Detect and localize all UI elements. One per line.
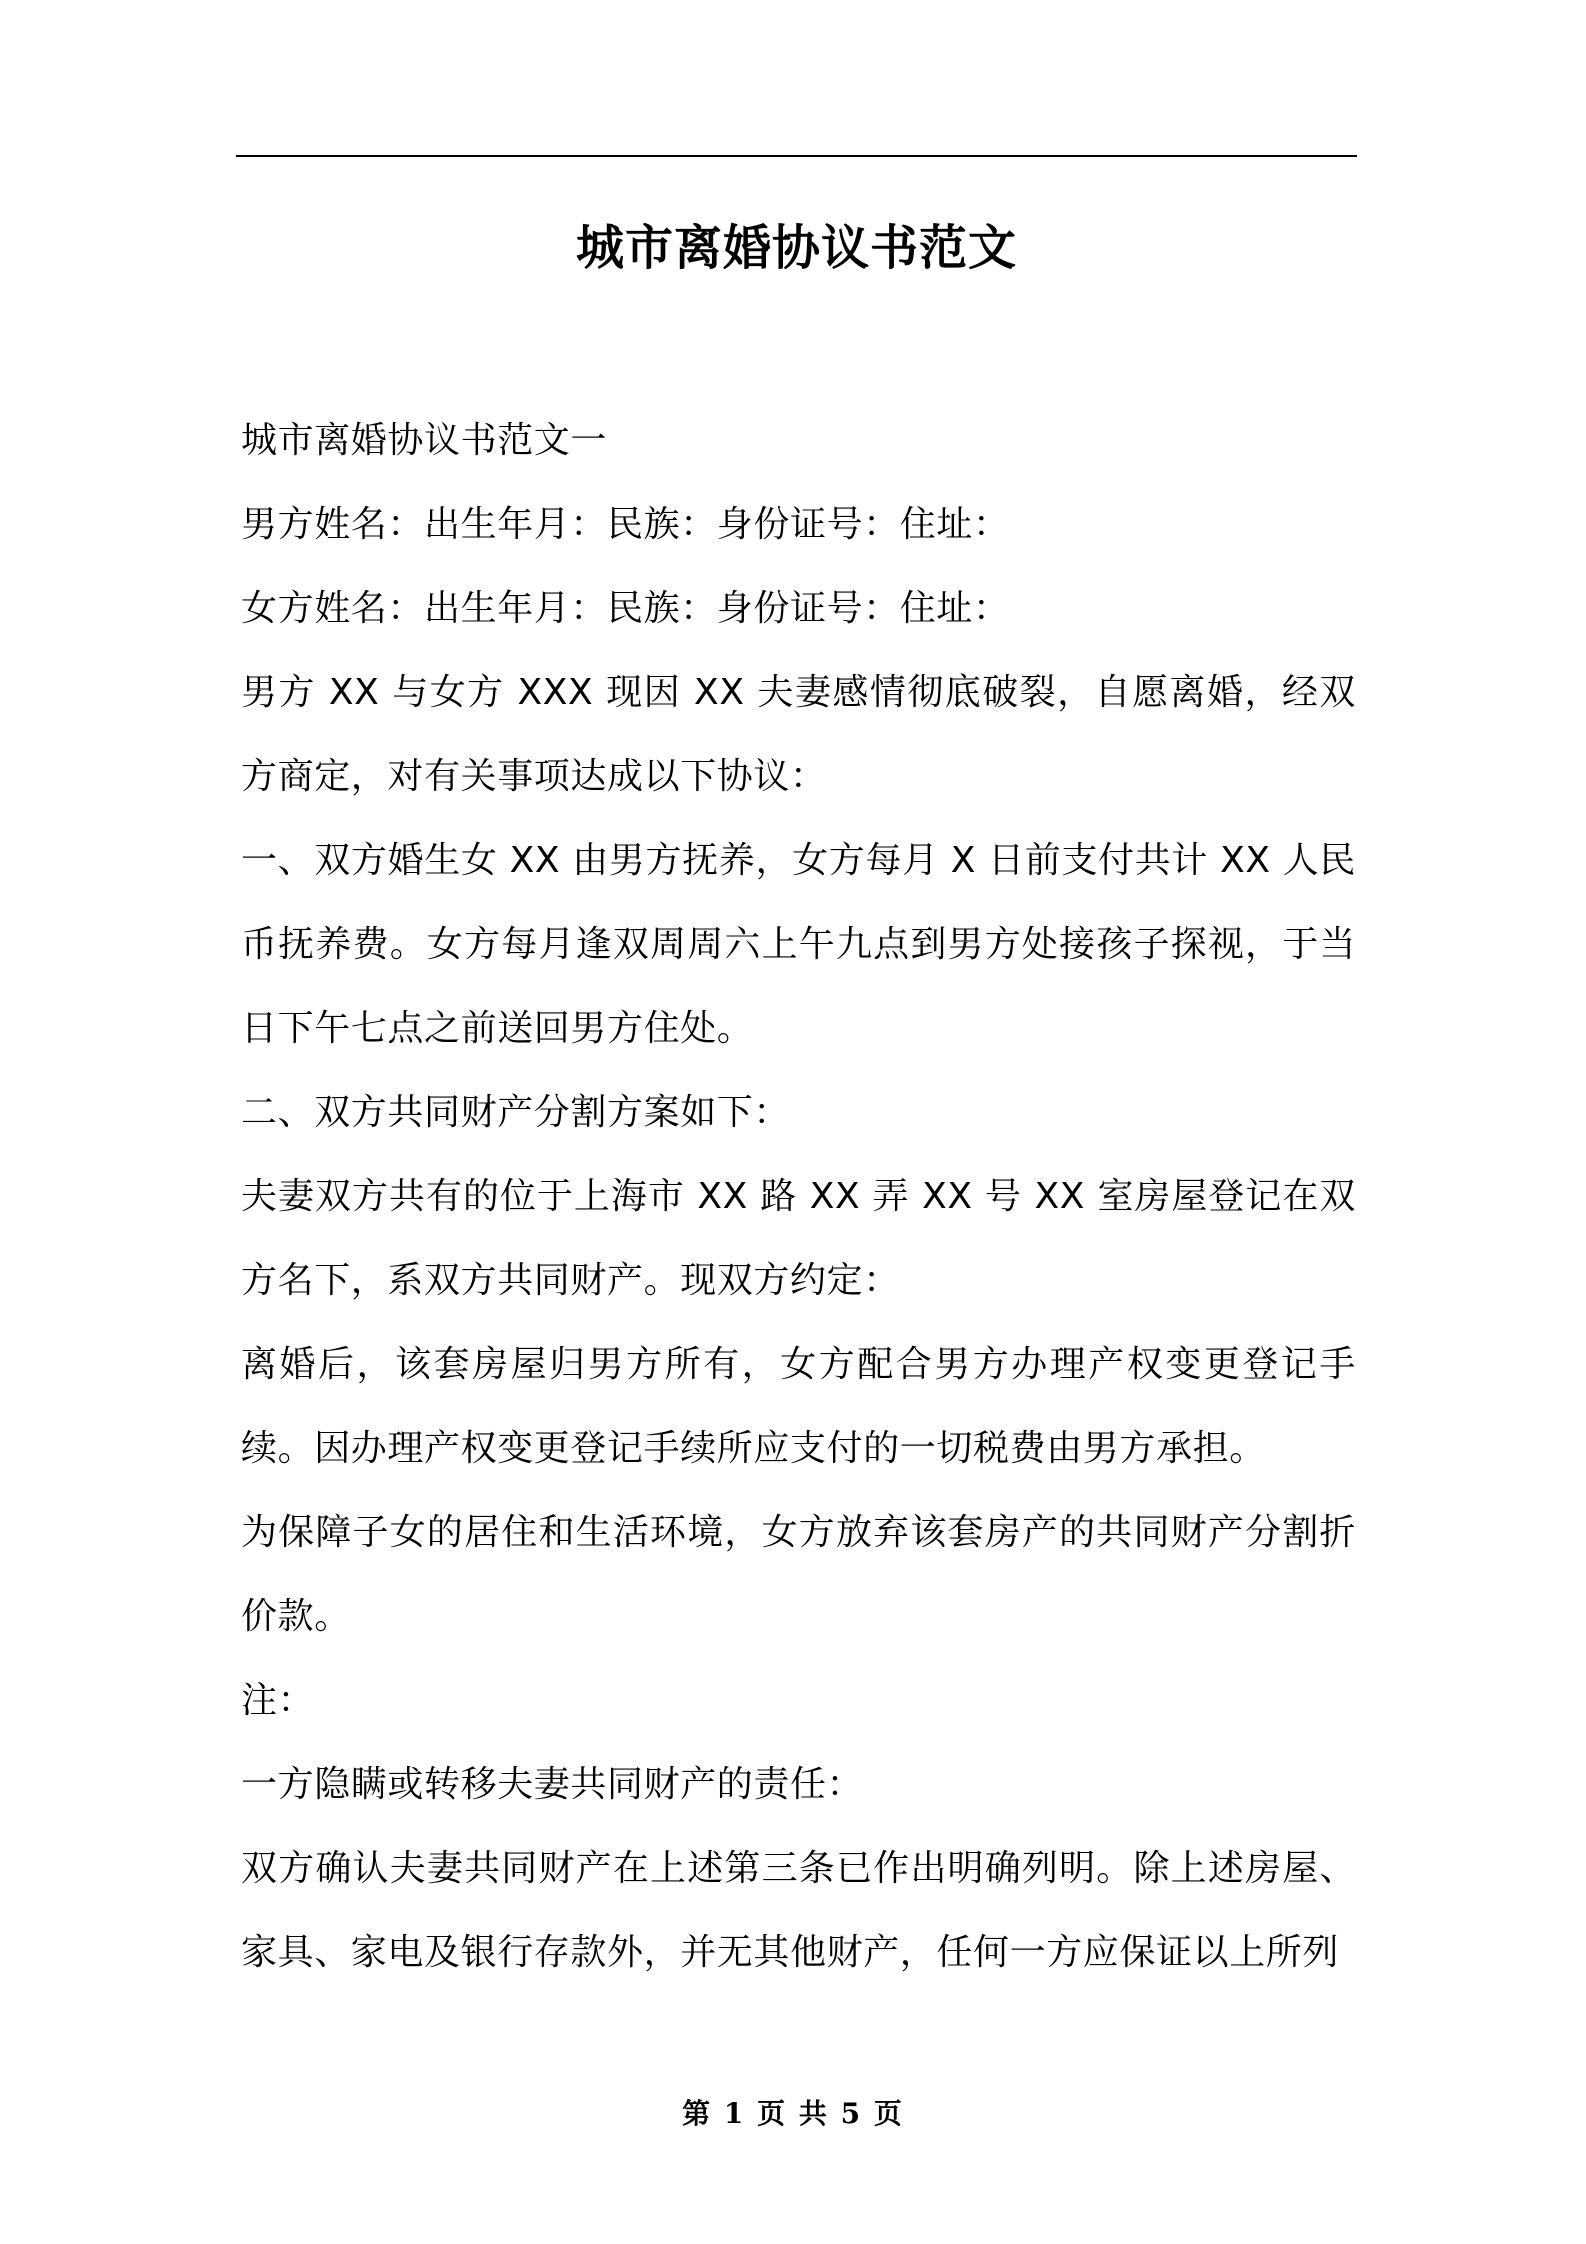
paragraph-property-description: 夫妻双方共有的位于上海市 XX 路 XX 弄 XX 号 XX 室房屋登记在双方名下，系双方共同财产。现双方约定：	[241, 1176, 1356, 1301]
header-rule	[236, 155, 1357, 157]
paragraph-clause-1: 一、双方婚生女 XX 由男方抚养，女方每月 X 日前支付共计 XX 人民币抚养费。女方每月逢双周周六上午九点到男方处接孩子探视，于当日下午七点之前送回男方住处。	[241, 840, 1356, 1049]
paragraph-male-party-info: 男方姓名：出生年月：民族：身份证号：住址：	[241, 504, 1010, 545]
paragraph-concealment-heading: 一方隐瞒或转移夫妻共同财产的责任：	[241, 1764, 864, 1805]
paragraph-property-waiver: 为保障子女的居住和生活环境，女方放弃该套房产的共同财产分割折价款。	[241, 1512, 1356, 1637]
section-heading: 城市离婚协议书范文一	[241, 420, 608, 461]
document-title: 城市离婚协议书范文	[575, 220, 1017, 276]
document-body	[241, 399, 1356, 1995]
paragraph-clause-2: 二、双方共同财产分割方案如下：	[241, 1092, 791, 1133]
paragraph-property-transfer: 离婚后，该套房屋归男方所有，女方配合男方办理产权变更登记手续。因办理产权变更登记手续所应支付的一切税费由男方承担。	[241, 1344, 1356, 1469]
paragraph-concealment-text: 双方确认夫妻共同财产在上述第三条已作出明确列明。除上述房屋、家具、家电及银行存款外，并无其他财产，任何一方应保证以上所列	[241, 1848, 1356, 1973]
page-number: 第 1 页 共 5 页	[682, 2097, 904, 2130]
paragraph-female-party-info: 女方姓名：出生年月：民族：身份证号：住址：	[241, 588, 1010, 629]
paragraph-note-label: 注：	[241, 1680, 315, 1721]
paragraph-preamble: 男方 XX 与女方 XXX 现因 XX 夫妻感情彻底破裂，自愿离婚，经双方商定，对有关事项达成以下协议：	[241, 672, 1356, 797]
